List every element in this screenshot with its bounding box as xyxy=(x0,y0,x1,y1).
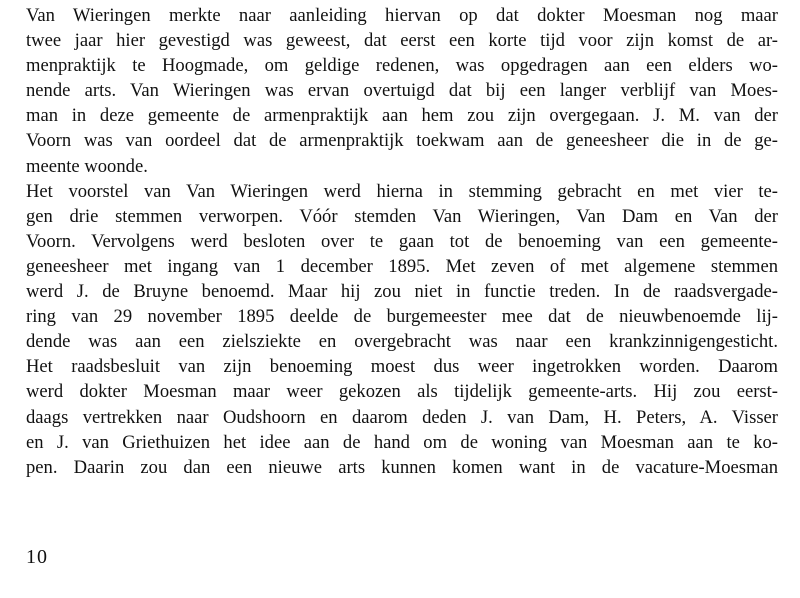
text-line: pen. Daarin zou dan een nieuwe arts kunnen komen want in de vacature-Moesman xyxy=(26,456,778,478)
text-line: nende arts. Van Wieringen was ervan overtuigd dat bij een langer verblijf van Moes- xyxy=(26,80,778,102)
text-line: daags vertrekken naar Oudshoorn en daarom deden J. van Dam, H. Peters, A. Visser xyxy=(26,406,778,428)
text-line: Van Wieringen merkte naar aanleiding hiervan op dat dokter Moesman nog maar xyxy=(26,5,778,26)
text-line: ring van 29 november 1895 deelde de burgemeester mee dat de nieuwbenoemde lij- xyxy=(26,306,778,328)
page-number: 10 xyxy=(26,546,48,568)
text-line: geneesheer met ingang van 1 december 1895. Met zeven of met algemene stemmen xyxy=(26,255,778,277)
text-line: Voorn. Vervolgens werd besloten over te gaan tot de benoeming van een gemeente- xyxy=(26,230,778,252)
text-line: Het raadsbesluit van zijn benoeming moest dus weer ingetrokken worden. Daarom xyxy=(26,356,778,378)
text-line: werd J. de Bruyne benoemd. Maar hij zou niet in functie treden. In de raadsvergade- xyxy=(26,281,778,303)
text-line: Het voorstel van Van Wieringen werd hierna in stemming gebracht en met vier te- xyxy=(26,180,778,202)
text-line: dende was aan een zielsziekte en overgebracht was naar een krankzinnigengesticht. xyxy=(26,331,778,353)
text-line: en J. van Griethuizen het idee aan de hand om de woning van Moesman aan te ko- xyxy=(26,431,778,453)
text-line: Voorn was van oordeel dat de armenpraktijk toekwam aan de geneesheer die in de ge- xyxy=(26,130,778,152)
text-line: gen drie stemmen verworpen. Vóór stemden Van Wieringen, Van Dam en Van der xyxy=(26,205,778,227)
text-line: menpraktijk te Hoogmade, om geldige redenen, was opgedragen aan een elders wo- xyxy=(26,55,778,77)
body-text xyxy=(26,3,778,480)
text-line: man in deze gemeente de armenpraktijk aan hem zou zijn overgegaan. J. M. van der xyxy=(26,105,778,127)
text-line-paragraph-end: meente woonde. xyxy=(26,155,148,177)
text-line: werd dokter Moesman maar weer gekozen als tijdelijk gemeente-arts. Hij zou eerst- xyxy=(26,381,778,403)
text-line: twee jaar hier gevestigd was geweest, dat eerst een korte tijd voor zijn komst de ar- xyxy=(26,30,778,52)
